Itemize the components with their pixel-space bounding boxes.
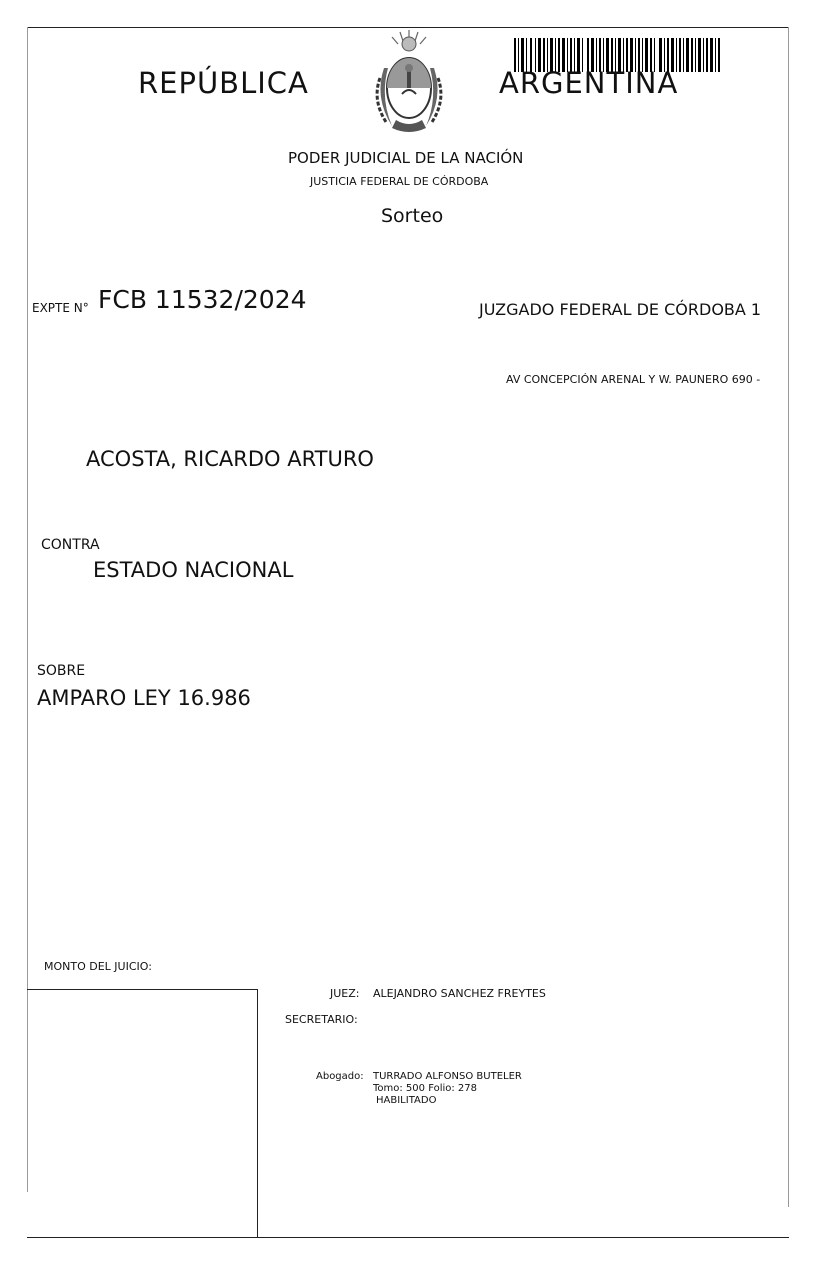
abogado-name: TURRADO ALFONSO BUTELER xyxy=(373,1071,522,1082)
secretario-label: SECRETARIO: xyxy=(285,1013,358,1026)
defendant-name: ESTADO NACIONAL xyxy=(93,558,294,582)
institution-name: PODER JUDICIAL DE LA NACIÓN xyxy=(288,149,524,167)
jurisdiction-name: JUSTICIA FEDERAL DE CÓRDOBA xyxy=(310,175,489,188)
frame-right-border xyxy=(788,27,789,1207)
court-name: JUZGADO FEDERAL DE CÓRDOBA 1 xyxy=(479,300,762,319)
case-subject: AMPARO LEY 16.986 xyxy=(37,686,251,710)
monto-label: MONTO DEL JUICIO: xyxy=(44,960,152,973)
juez-value: ALEJANDRO SANCHEZ FREYTES xyxy=(373,987,546,1000)
plaintiff-name: ACOSTA, RICARDO ARTURO xyxy=(86,447,374,471)
monto-box xyxy=(27,989,258,1238)
abogado-status: HABILITADO xyxy=(376,1095,437,1106)
contra-label: CONTRA xyxy=(41,537,100,553)
process-title: Sorteo xyxy=(381,205,444,227)
national-coat-of-arms-icon xyxy=(370,28,448,142)
abogado-tomo: Tomo: 500 Folio: 278 xyxy=(373,1083,478,1094)
header-argentina: ARGENTINA xyxy=(499,66,679,100)
juez-label: JUEZ: xyxy=(330,987,360,1000)
court-address: AV CONCEPCIÓN ARENAL Y W. PAUNERO 690 - xyxy=(506,373,761,386)
abogado-label: Abogado: xyxy=(316,1071,364,1082)
expte-number: FCB 11532/2024 xyxy=(98,285,307,314)
sobre-label: SOBRE xyxy=(37,663,86,679)
expte-label: EXPTE N° xyxy=(32,301,89,315)
header-republica: REPÚBLICA xyxy=(138,66,309,100)
